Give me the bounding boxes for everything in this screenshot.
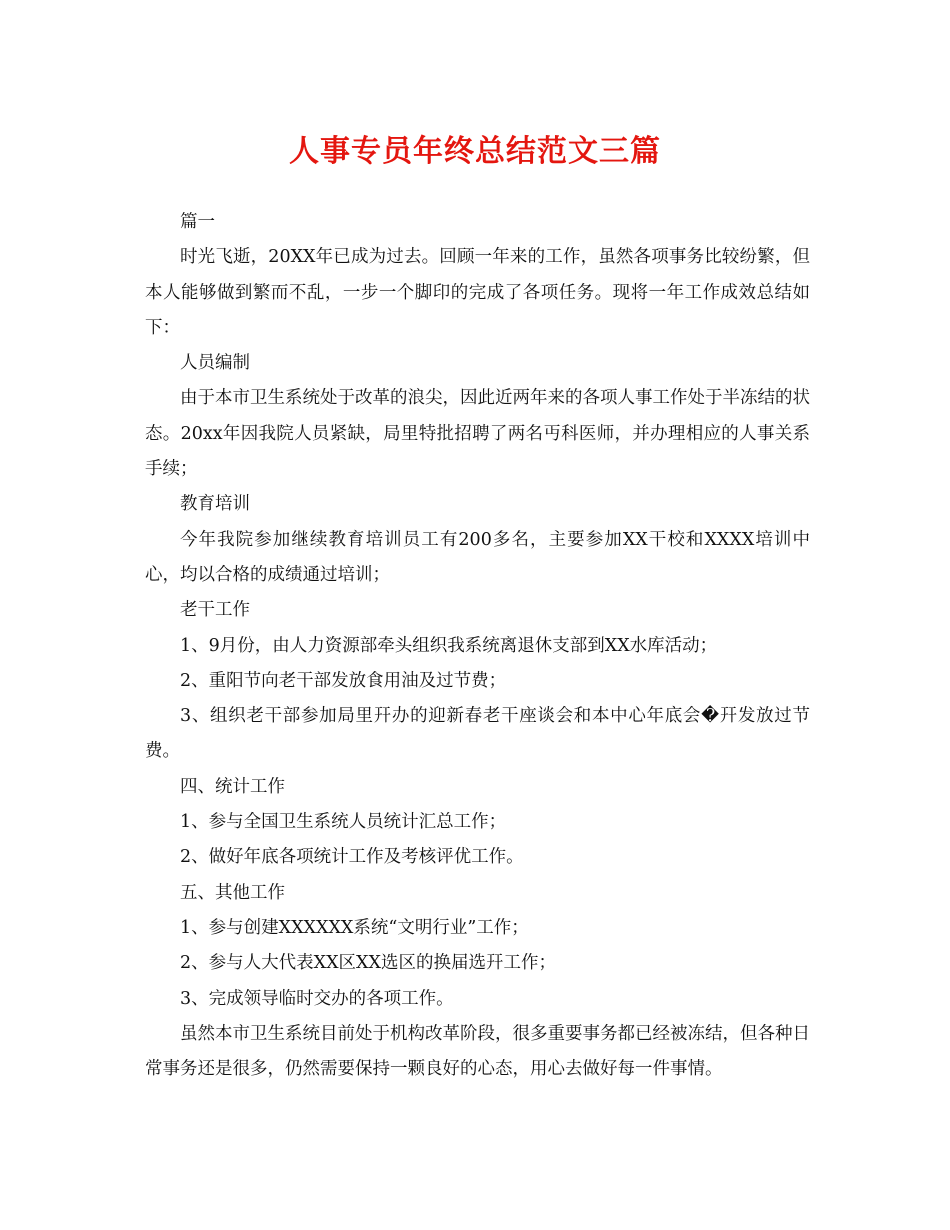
section-heading: 人员编制 — [180, 353, 250, 374]
section-heading: 老干工作 — [180, 600, 250, 621]
body-paragraph: 时光飞逝，20XX年已成为过去。回顾一年来的工作，虽然各项事务比较纷繁，但本人能够做到繁而不乱，一步一个脚印的完成了各项任务。现将一年工作成效总结如下： — [145, 247, 810, 338]
list-item: 1、参与全国卫生系统人员统计汇总工作； — [180, 812, 507, 833]
list-item: 2、做好年底各项统计工作及考核评优工作。 — [180, 847, 524, 868]
document-title: 人事专员年终总结范文三篇 — [289, 134, 661, 169]
list-item: 1、参与创建XXXXXX系统“文明行业”工作； — [180, 917, 529, 938]
list-item: 3、组织老干部参加局里幵办的迎新春老干座谈会和本中心年底会�幵发放过节费。 — [145, 706, 810, 762]
list-item: 2、重阳节向老干部发放食用油及过节费； — [180, 670, 507, 691]
document-body — [145, 205, 810, 1087]
section-heading: 四、统计工作 — [180, 776, 285, 797]
section-heading: 五、其他工作 — [180, 882, 285, 903]
body-paragraph: 由于本市卫生系统处于改革的浪尖，因此近两年来的各项人事工作处于半冻结的状态。20xx年因我院人员紧缺，局里特批招聘了两名丏科医师，并办理相应的人事关系手续； — [145, 388, 810, 480]
list-item: 2、参与人大代表XX区XX选区的换届选幵工作； — [180, 953, 556, 974]
body-paragraph: 虽然本市卫生系统目前处于机构改革阶段，很多重要事务都已经被冻结，但各种日常事务还是很多，仍然需要保持一颗良好的心态，用心去做好每一件事情。 — [145, 1023, 810, 1080]
list-item: 1、9月份，由人力资源部牵头组织我系统离退休支部到XX水库活动； — [180, 635, 718, 656]
section-heading: 教育培训 — [180, 494, 250, 515]
body-paragraph: 今年我院参加继续教育培训员工有200多名，主要参加XX干校和XXXX培训中心，均以合格的成绩通过培训； — [145, 529, 810, 585]
list-item: 3、完成领导临时交办的各项工作。 — [180, 988, 454, 1009]
section-heading: 篇一 — [180, 212, 215, 232]
